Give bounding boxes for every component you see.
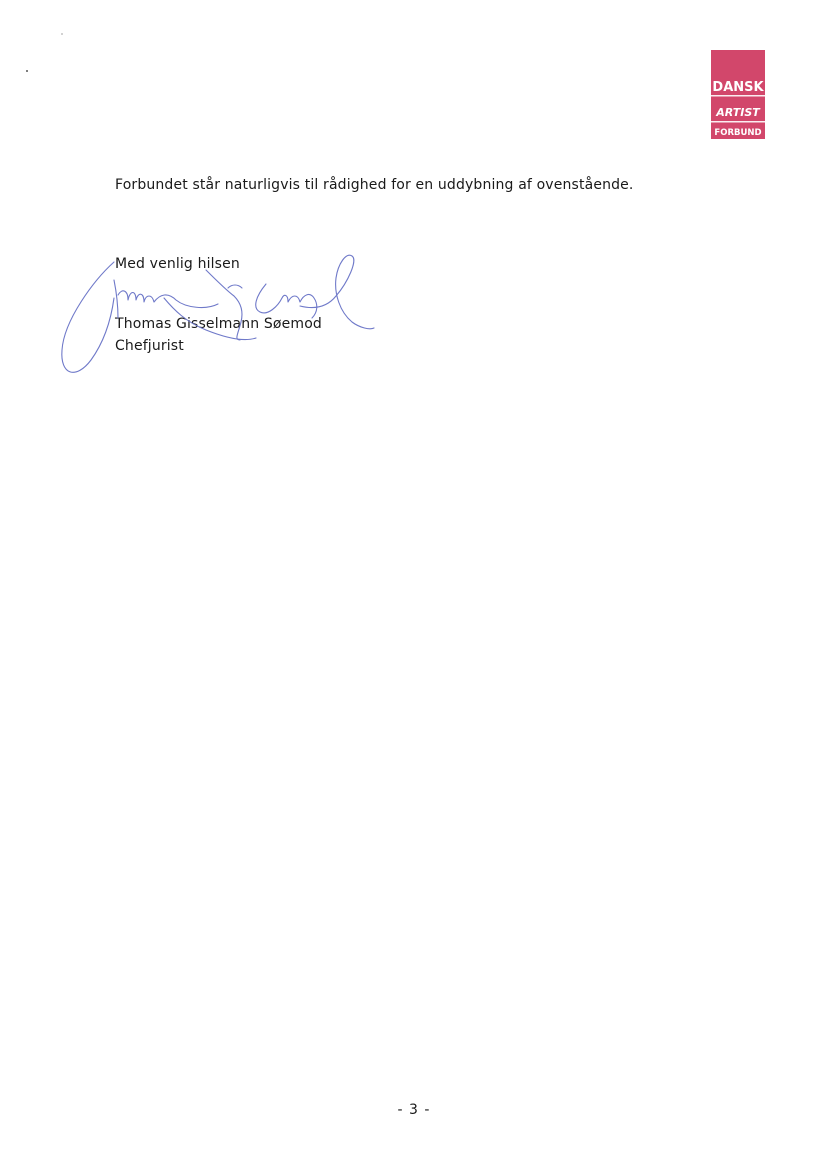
logo-text-forbund: FORBUND <box>714 128 762 138</box>
logo-text-dansk: DANSK <box>712 80 764 95</box>
signer-name: Thomas Gisselmann Søemod <box>115 316 322 332</box>
dansk-artist-forbund-logo <box>711 50 765 139</box>
signer-title: Chefjurist <box>115 338 184 354</box>
scan-speck <box>26 70 28 72</box>
logo-text-artist: ARTIST <box>716 106 760 119</box>
closing-paragraph: Forbundet står naturligvis til rådighed for en uddybning af ovenstående. <box>115 177 634 193</box>
scan-speck <box>61 33 63 35</box>
page-number: - 3 - <box>397 1102 431 1118</box>
greeting: Med venlig hilsen <box>115 256 240 272</box>
